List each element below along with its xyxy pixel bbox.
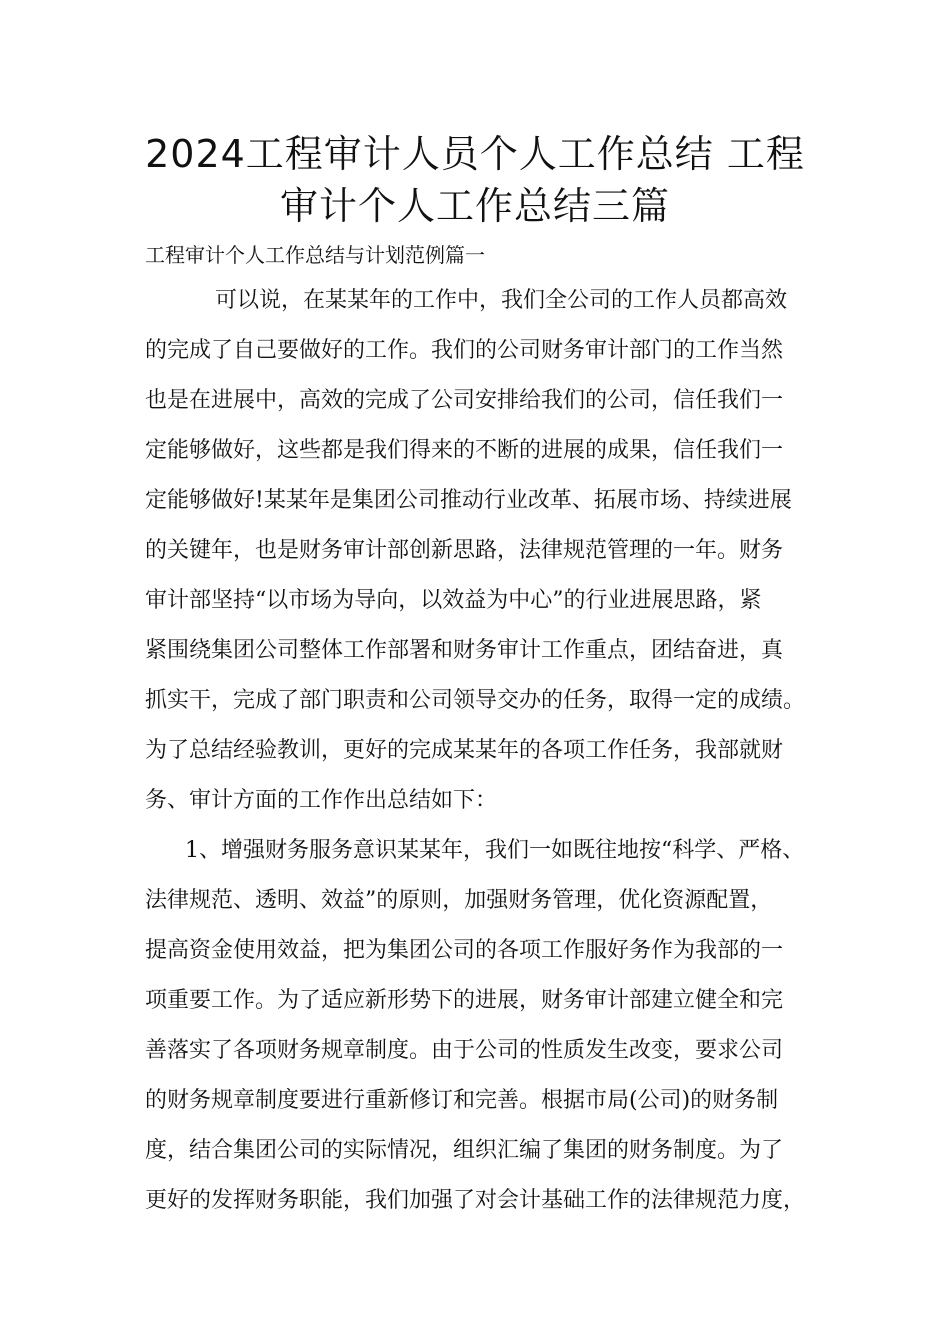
paragraph-line: 提高资金使用效益，把为集团公司的各项工作服好务作为我部的一 [145, 938, 784, 963]
paragraph-line: 度，结合集团公司的实际情况，组织汇编了集团的财务制度。为了 [145, 1138, 784, 1163]
paragraph-line: 法律规范、透明、效益”的原则，加强财务管理，优化资源配置， [145, 888, 773, 913]
paragraph-line: 善落实了各项财务规章制度。由于公司的性质发生改变，要求公司 [145, 1038, 784, 1063]
section-heading: 工程审计个人工作总结与计划范例篇一 [145, 243, 485, 267]
paragraph-line: 的财务规章制度要进行重新修订和完善。根据市局(公司)的财务制 [145, 1088, 779, 1113]
paragraph-line: 项重要工作。为了适应新形势下的进展，财务审计部建立健全和完 [145, 988, 784, 1013]
paragraph-line: 的关键年，也是财务审计部创新思路，法律规范管理的一年。财务 [145, 538, 784, 563]
paragraph-line: 紧围绕集团公司整体工作部署和财务审计工作重点，团结奋进，真 [145, 638, 784, 663]
paragraph-line: 审计部坚持“以市场为导向，以效益为中心”的行业进展思路，紧 [145, 588, 762, 613]
paragraph-line: 定能够做好，这些都是我们得来的不断的进展的成果，信任我们一 [145, 438, 784, 463]
paragraph-line: 更好的发挥财务职能，我们加强了对会计基础工作的法律规范力度， [145, 1188, 806, 1213]
paragraph-line: 的完成了自己要做好的工作。我们的公司财务审计部门的工作当然 [145, 338, 784, 363]
paragraph-line: 可以说，在某某年的工作中，我们全公司的工作人员都高效 [215, 288, 788, 313]
paragraph-line: 定能够做好!某某年是集团公司推动行业改革、拓展市场、持续进展 [145, 488, 792, 513]
paragraph-line: 1、增强财务服务意识某某年，我们一如既往地按“科学、严格、 [185, 838, 805, 863]
document-title-line-2: 审计个人工作总结三篇 [279, 184, 670, 228]
paragraph-line: 抓实干，完成了部门职责和公司领导交办的任务，取得一定的成绩。 [145, 688, 806, 713]
paragraph-line: 为了总结经验教训，更好的完成某某年的各项工作任务，我部就财 [145, 738, 784, 763]
paragraph-line: 也是在进展中，高效的完成了公司安排给我们的公司，信任我们一 [145, 388, 784, 413]
paragraph-line: 务、审计方面的工作作出总结如下： [145, 788, 498, 813]
document-title-line-1: 2024工程审计人员个人工作总结 工程 [145, 132, 805, 176]
